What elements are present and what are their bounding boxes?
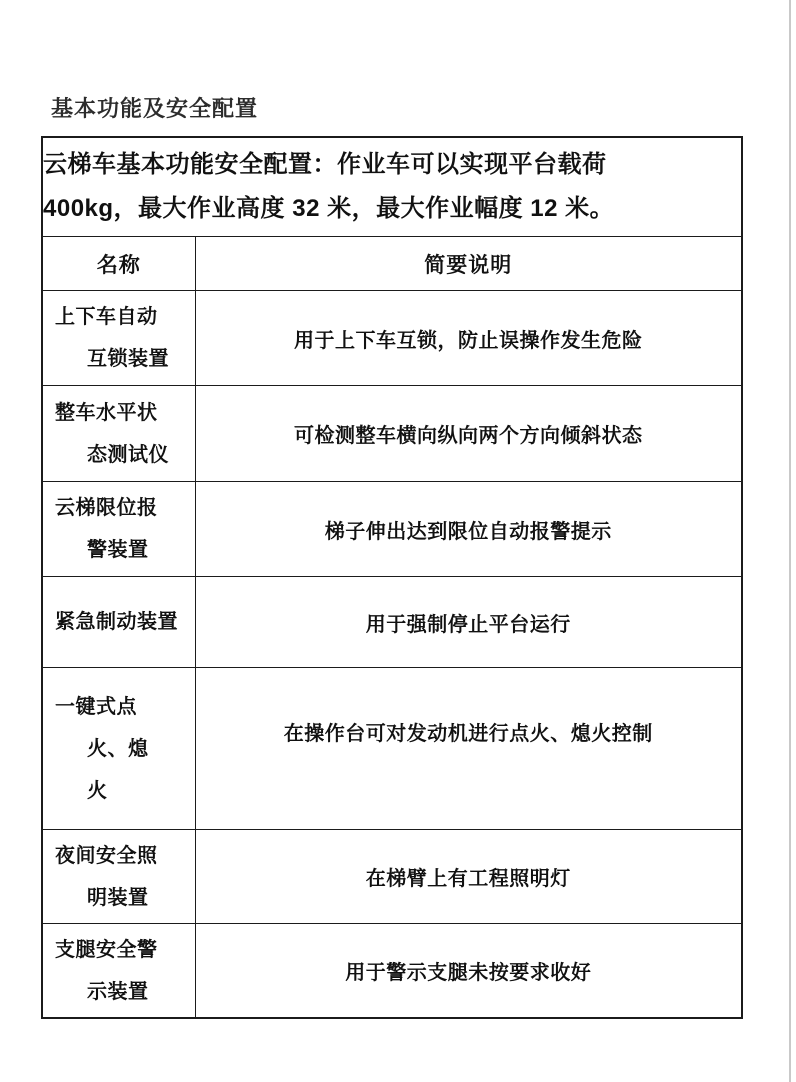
column-header-name: 名称 (42, 237, 195, 291)
table-row (42, 482, 742, 577)
feature-name-cell (42, 386, 195, 482)
name-line: 警装置 (87, 539, 149, 561)
table-row (42, 291, 742, 386)
table-caption-row (42, 137, 742, 237)
features-table (41, 136, 743, 1019)
feature-desc-cell: 可检测整车横向纵向两个方向倾斜状态 (195, 386, 742, 482)
caption-line: 400kg，最大作业高度 32 米，最大作业幅度 12 米。 (43, 195, 615, 222)
name-line: 火、熄 (87, 737, 149, 760)
feature-desc-cell: 梯子伸出达到限位自动报警提示 (195, 482, 742, 577)
table-row (42, 577, 742, 668)
name-line: 紧急制动装置 (55, 611, 178, 633)
column-header-row (42, 237, 742, 291)
table-row (42, 924, 742, 1019)
feature-name-cell (42, 924, 195, 1019)
name-line: 夜间安全照 (55, 844, 158, 867)
feature-name-cell (42, 577, 195, 668)
table-row (42, 830, 742, 924)
feature-desc-cell: 在操作台可对发动机进行点火、熄火控制 (195, 668, 742, 830)
feature-desc-cell: 在梯臂上有工程照明灯 (195, 830, 742, 924)
name-line: 支腿安全警 (55, 938, 158, 961)
feature-desc-cell: 用于警示支腿未按要求收好 (195, 924, 742, 1019)
name-line: 明装置 (87, 886, 149, 909)
feature-desc-cell: 用于上下车互锁，防止误操作发生危险 (195, 291, 742, 386)
column-header-desc: 简要说明 (195, 237, 742, 291)
name-line: 示装置 (87, 980, 149, 1003)
table-caption-cell (42, 137, 742, 237)
feature-name-cell (42, 668, 195, 830)
name-line: 火 (87, 779, 108, 802)
name-line: 态测试仪 (87, 443, 169, 466)
page-edge-line (789, 0, 791, 1082)
feature-name-cell (42, 482, 195, 577)
page-title: 基本功能及安全配置 (51, 96, 259, 121)
table-row (42, 386, 742, 482)
caption-line: 云梯车基本功能安全配置：作业车可以实现平台载荷 (43, 151, 607, 178)
name-line: 云梯限位报 (55, 497, 158, 519)
table-row (42, 668, 742, 830)
feature-name-cell (42, 291, 195, 386)
feature-desc-cell: 用于强制停止平台运行 (195, 577, 742, 668)
name-line: 整车水平状 (55, 401, 158, 424)
name-line: 互锁装置 (87, 348, 169, 370)
name-line: 一键式点 (55, 695, 137, 718)
feature-name-cell (42, 830, 195, 924)
name-line: 上下车自动 (55, 306, 158, 328)
